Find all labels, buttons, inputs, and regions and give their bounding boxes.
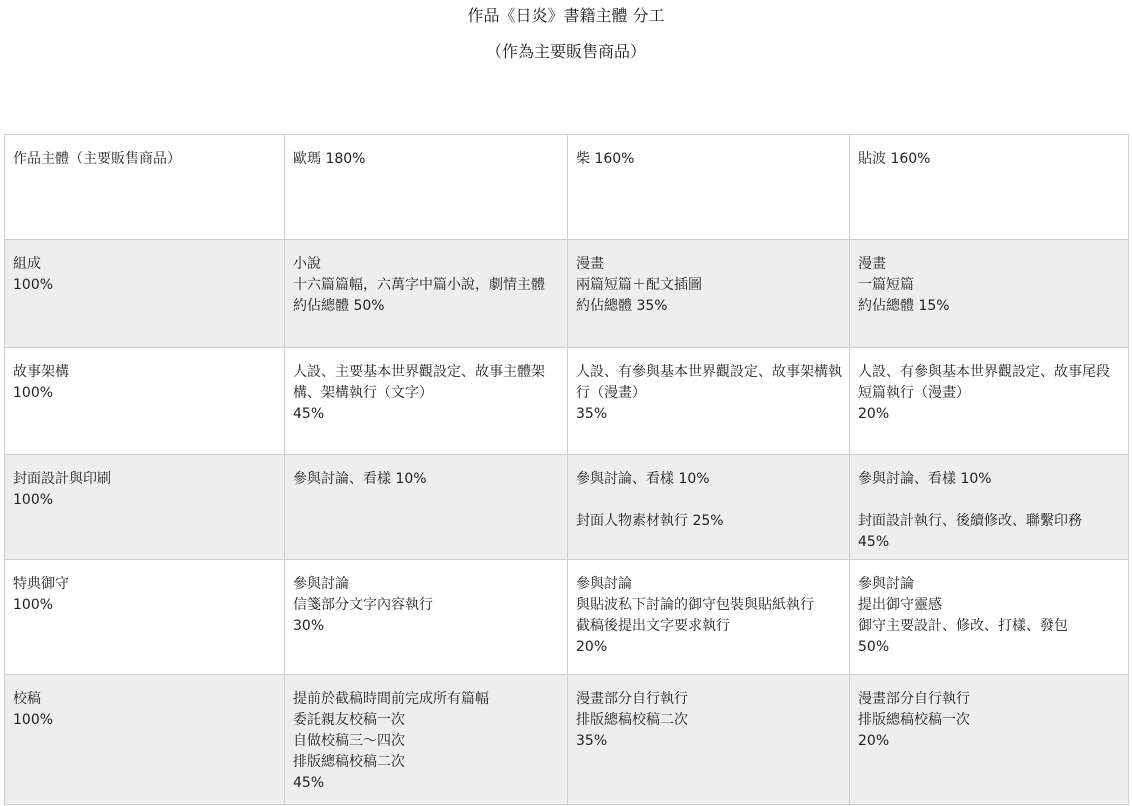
cell-text-line: 45% xyxy=(858,534,890,550)
table-cell xyxy=(850,455,1129,560)
cell-text-line: 截稿後提出文字要求執行 xyxy=(576,618,730,634)
cell-text-line: 排版總稿校稿二次 xyxy=(293,754,405,770)
table-cell xyxy=(285,675,568,805)
cell-text-line: 信箋部分文字內容執行 xyxy=(293,597,433,613)
cell-text-line: 人設、有參與基本世界觀設定、故事尾段短篇執行（漫畫） xyxy=(858,364,1110,401)
header-label: 作品主體（主要販售商品） xyxy=(13,151,181,167)
table-row xyxy=(5,348,1129,455)
cell-text-line: 參與討論 xyxy=(858,576,914,592)
cell-text-line: 組成 xyxy=(13,256,41,272)
header-label-cell xyxy=(5,135,285,240)
table-cell xyxy=(568,675,850,805)
cell-text-line: 參與討論 xyxy=(293,576,349,592)
cell-text-line: 約佔總體 35% xyxy=(576,298,668,314)
table-body xyxy=(5,135,1129,805)
cell-text-line: 參與討論、看樣 10% xyxy=(293,471,427,487)
cell-text-line: 30% xyxy=(293,618,325,634)
cell-text-line: 參與討論、看樣 10% xyxy=(576,471,710,487)
header-col-chai: 柴 160% xyxy=(576,151,635,167)
cell-text-line: 20% xyxy=(858,733,890,749)
cell-text-line: 提前於截稿時間前完成所有篇幅 xyxy=(293,691,489,707)
cell-text-line: 封面設計與印刷 xyxy=(13,471,111,487)
document-subtitle: （作為主要販售商品） xyxy=(485,42,646,61)
cell-text-line: 特典御守 xyxy=(13,576,69,592)
cell-text-line: 參與討論 xyxy=(576,576,632,592)
cell-text-line: 20% xyxy=(576,639,608,655)
row-label-cell xyxy=(5,560,285,675)
table-cell xyxy=(850,560,1129,675)
cell-text-line: 人設、主要基本世界觀設定、故事主體架構、架構執行（文字） xyxy=(293,364,545,401)
table-header-row xyxy=(5,135,1129,240)
header-col-ouma: 歐瑪 180% xyxy=(293,151,366,167)
cell-text-line: 45% xyxy=(293,775,325,791)
document-title: 作品《日炎》書籍主體 分工 xyxy=(467,6,665,25)
table-cell xyxy=(568,240,850,348)
row-label-cell xyxy=(5,348,285,455)
division-table xyxy=(4,134,1129,805)
cell-text-line: 45% xyxy=(293,406,325,422)
cell-text-line: 100% xyxy=(13,277,54,293)
header-col-cell xyxy=(285,135,568,240)
cell-text-line: 委託親友校稿一次 xyxy=(293,712,405,728)
table-row xyxy=(5,675,1129,805)
cell-text-line: 排版總稿校稿一次 xyxy=(858,712,970,728)
table-cell xyxy=(568,560,850,675)
cell-text-line: 100% xyxy=(13,492,54,508)
cell-text-line: 御守主要設計、修改、打樣、發包 xyxy=(858,618,1068,634)
cell-text-line: 自做校稿三～四次 xyxy=(293,733,405,749)
row-label-cell xyxy=(5,675,285,805)
header-col-tiebo: 貼波 160% xyxy=(858,151,931,167)
cell-text-line: 兩篇短篇＋配文插圖 xyxy=(576,277,702,293)
cell-text-line: 排版總稿校稿二次 xyxy=(576,712,688,728)
cell-text-line: 校稿 xyxy=(13,691,41,707)
cell-text-line: 35% xyxy=(576,733,608,749)
cell-text-line: 封面人物素材執行 25% xyxy=(576,513,724,529)
cell-text-line: 故事架構 xyxy=(13,364,69,380)
cell-text-line: 100% xyxy=(13,712,54,728)
table-cell xyxy=(568,455,850,560)
table-cell xyxy=(568,348,850,455)
cell-text-line: 漫畫部分自行執行 xyxy=(858,691,970,707)
table-cell xyxy=(285,455,568,560)
cell-text-line: 封面設計執行、後續修改、聯繫印務 xyxy=(858,513,1082,529)
cell-text-line xyxy=(576,490,843,511)
table-row xyxy=(5,455,1129,560)
table-cell xyxy=(285,348,568,455)
header-col-cell xyxy=(568,135,850,240)
cell-text-line: 100% xyxy=(13,385,54,401)
cell-text-line: 漫畫 xyxy=(858,256,886,272)
cell-text-line: 100% xyxy=(13,597,54,613)
cell-text-line: 35% xyxy=(576,406,608,422)
table-cell xyxy=(850,240,1129,348)
row-label-cell xyxy=(5,455,285,560)
cell-text-line: 50% xyxy=(858,639,890,655)
cell-text-line: 參與討論、看樣 10% xyxy=(858,471,992,487)
cell-text-line: 一篇短篇 xyxy=(858,277,914,293)
cell-text-line: 漫畫部分自行執行 xyxy=(576,691,688,707)
table-cell xyxy=(285,240,568,348)
cell-text-line: 小說 xyxy=(293,256,321,272)
cell-text-line: 20% xyxy=(858,406,890,422)
cell-text-line: 與貼波私下討論的御守包裝與貼紙執行 xyxy=(576,597,814,613)
cell-text-line: 約佔總體 50% xyxy=(293,298,385,314)
cell-text-line: 約佔總體 15% xyxy=(858,298,950,314)
cell-text-line: 漫畫 xyxy=(576,256,604,272)
table-cell xyxy=(850,675,1129,805)
cell-text-line: 提出御守靈感 xyxy=(858,597,942,613)
cell-text-line xyxy=(858,490,1122,511)
table-row xyxy=(5,560,1129,675)
row-label-cell xyxy=(5,240,285,348)
cell-text-line: 十六篇篇幅，六萬字中篇小說，劇情主體 xyxy=(293,277,545,293)
header-col-cell xyxy=(850,135,1129,240)
table-cell xyxy=(285,560,568,675)
table-cell xyxy=(850,348,1129,455)
cell-text-line: 人設、有參與基本世界觀設定、故事架構執行（漫畫） xyxy=(576,364,842,401)
table-row xyxy=(5,240,1129,348)
